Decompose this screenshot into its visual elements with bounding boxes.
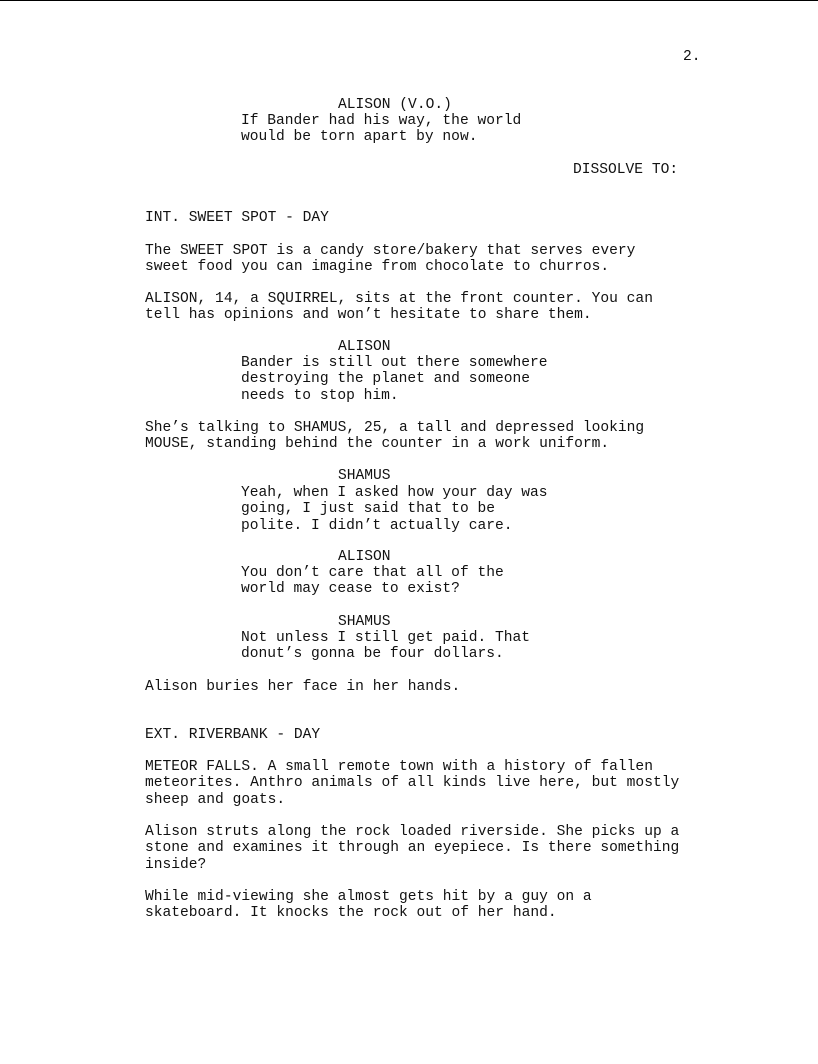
action-alison-riverside: Alison struts along the rock loaded riverside. She picks up a stone and examines it through an eyepiece. Is there something inside?: [145, 824, 680, 873]
dialogue-shamus-1: Yeah, when I asked how your day was going, I just said that to be polite. I didn’t actually care.: [241, 485, 548, 534]
dialogue-alison-2: You don’t care that all of the world may cease to exist?: [241, 565, 504, 598]
action-skateboard: While mid-viewing she almost gets hit by a guy on a skateboard. It knocks the rock out of her hand.: [145, 889, 592, 922]
dialogue-alison-vo: If Bander had his way, the world would be torn apart by now.: [241, 113, 522, 146]
character-name-alison-vo: ALISON (V.O.): [338, 97, 452, 113]
character-name-shamus-1: SHAMUS: [338, 468, 391, 484]
dialogue-shamus-2: Not unless I still get paid. That donut’s gonna be four dollars.: [241, 630, 531, 663]
action-shamus-intro: She’s talking to SHAMUS, 25, a tall and depressed looking MOUSE, standing behind the counter in a work uniform.: [145, 420, 645, 453]
scene-heading-sweet-spot: INT. SWEET SPOT - DAY: [145, 210, 329, 226]
character-name-shamus-2: SHAMUS: [338, 614, 391, 630]
action-meteor-falls: METEOR FALLS. A small remote town with a history of fallen meteorites. Anthro animals of all kinds live here, but mostly sheep and goats.: [145, 759, 680, 808]
scene-heading-riverbank: EXT. RIVERBANK - DAY: [145, 727, 321, 743]
transition-dissolve: DISSOLVE TO:: [573, 162, 679, 178]
character-name-alison-1: ALISON: [338, 339, 391, 355]
dialogue-alison-1: Bander is still out there somewhere destroying the planet and someone needs to stop him.: [241, 355, 548, 404]
character-name-alison-2: ALISON: [338, 549, 391, 565]
page-number: 2.: [683, 49, 701, 65]
action-alison-buries-face: Alison buries her face in her hands.: [145, 679, 461, 695]
action-sweet-spot-description: The SWEET SPOT is a candy store/bakery that serves every sweet food you can imagine from chocolate to churros.: [145, 243, 636, 276]
action-alison-intro: ALISON, 14, a SQUIRREL, sits at the front counter. You can tell has opinions and won’t hesitate to share them.: [145, 291, 653, 324]
